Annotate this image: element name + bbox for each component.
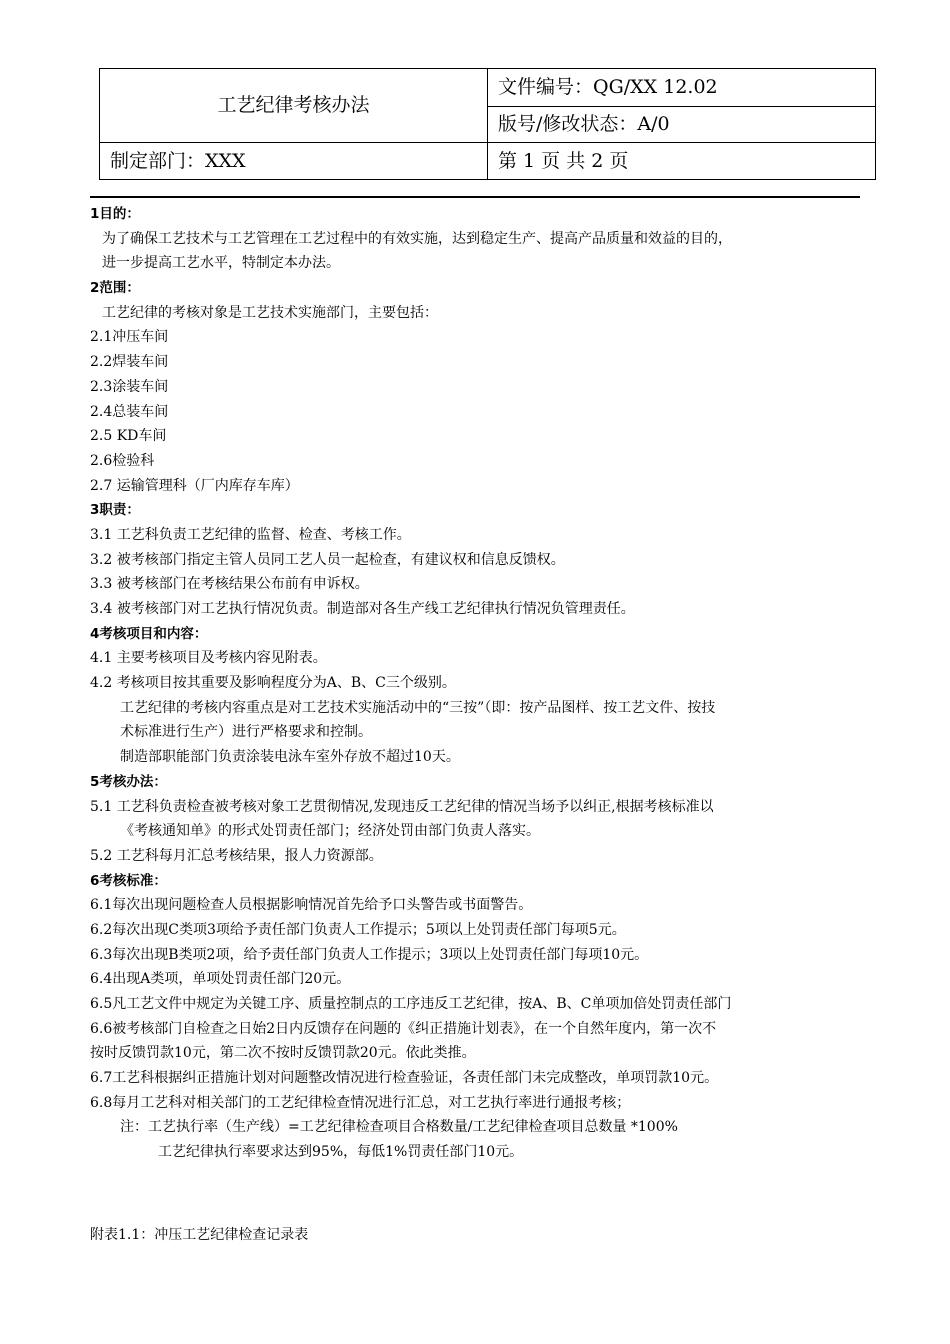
paragraph-line: 按时反馈罚款10元，第二次不按时反馈罚款20元。依此类推。 [90, 1045, 476, 1062]
list-item: 2.2焊装车间 [90, 354, 169, 371]
paragraph-line: 6.4出现A类项，单项处罚责任部门20元。 [90, 971, 351, 988]
document-body [90, 202, 860, 1165]
paragraph-line: 进一步提高工艺水平，特制定本办法。 [102, 255, 340, 272]
paragraph-line: 6.3每次出现B类项2项，给予责任部门负责人工作提示；3项以上处罚责任部门每项10元。 [90, 946, 649, 963]
paragraph-line: 《考核通知单》的形式处罚责任部门；经济处罚由部门负责人落实。 [120, 823, 540, 840]
appendix-caption: 附表1.1：冲压工艺纪律检查记录表 [90, 1227, 309, 1243]
section-items-title: 4考核项目和内容： [90, 625, 208, 642]
paragraph-line: 工艺纪律的考核对象是工艺技术实施部门，主要包括： [102, 304, 438, 321]
header-divider [90, 196, 860, 198]
list-item: 2.6检验科 [90, 452, 155, 469]
page-info: 第 1 页 共 2 页 [488, 143, 876, 180]
note-line: 注：工艺执行率（生产线）=工艺纪律检查项目合格数量/工艺纪律检查项目总数量 *100% [120, 1119, 678, 1136]
section-criteria-title: 6考核标准： [90, 872, 167, 889]
list-item: 3.2 被考核部门指定主管人员同工艺人员一起检查，有建议权和信息反馈权。 [90, 551, 565, 568]
document-header-table [99, 68, 876, 180]
list-item: 2.5 KD车间 [90, 428, 167, 445]
note-line: 工艺纪律执行率要求达到95%，每低1%罚责任部门10元。 [158, 1144, 524, 1161]
paragraph-line: 制造部职能部门负责涂装电泳车室外存放不超过10天。 [120, 749, 460, 766]
list-item: 3.4 被考核部门对工艺执行情况负责。制造部对各生产线工艺纪律执行情况负管理责任。 [90, 601, 635, 617]
section-scope-title: 2范围： [90, 280, 140, 297]
paragraph-line: 4.2 考核项目按其重要及影响程度分为A、B、C三个级别。 [90, 675, 456, 692]
paragraph-line: 5.1 工艺科负责检查被考核对象工艺贯彻情况,发现违反工艺纪律的情况当场予以纠正,根据考核标准以 [90, 798, 714, 815]
paragraph-line: 6.1每次出现问题检查人员根据影响情况首先给予口头警告或书面警告。 [90, 897, 533, 914]
document-title: 工艺纪律考核办法 [100, 69, 488, 143]
paragraph-line: 5.2 工艺科每月汇总考核结果，报人力资源部。 [90, 847, 383, 864]
list-item: 3.3 被考核部门在考核结果公布前有申诉权。 [90, 576, 369, 593]
list-item: 2.3涂装车间 [90, 378, 169, 395]
version-status: 版号/修改状态：A/0 [488, 107, 876, 143]
list-item: 2.1冲压车间 [90, 329, 169, 346]
issuing-department: 制定部门：XXX [100, 143, 488, 180]
paragraph-line: 4.1 主要考核项目及考核内容见附表。 [90, 650, 327, 667]
paragraph-line: 为了确保工艺技术与工艺管理在工艺过程中的有效实施，达到稳定生产、提高产品质量和效益的目的， [102, 230, 732, 247]
paragraph-line: 6.6被考核部门自检查之日始2日内反馈存在问题的《纠正措施计划表》，在一个自然年度内，第一次不 [90, 1020, 717, 1037]
paragraph-line: 术标准进行生产）进行严格要求和控制。 [120, 724, 372, 741]
section-duties-title: 3职责： [90, 502, 140, 519]
list-item: 2.4总装车间 [90, 403, 169, 420]
paragraph-line: 6.2每次出现C类项3项给予责任部门负责人工作提示；5项以上处罚责任部门每项5元。 [90, 921, 626, 938]
document-number: 文件编号：QG/XX 12.02 [488, 69, 876, 107]
list-item: 3.1 工艺科负责工艺纪律的监督、检查、考核工作。 [90, 526, 411, 543]
paragraph-line: 6.7工艺科根据纠正措施计划对问题整改情况进行检查验证，各责任部门未完成整改，单项罚款10元。 [90, 1070, 719, 1087]
list-item: 2.7 运输管理科（厂内库存车库） [90, 477, 299, 494]
section-method-title: 5考核办法： [90, 773, 167, 790]
paragraph-line: 6.5凡工艺文件中规定为关键工序、质量控制点的工序违反工艺纪律，按A、B、C单项加倍处罚责任部门 [90, 996, 732, 1012]
paragraph-line: 工艺纪律的考核内容重点是对工艺技术实施活动中的“三按”（即：按产品图样、按工艺文件、按技 [120, 699, 716, 716]
paragraph-line: 6.8每月工艺科对相关部门的工艺纪律检查情况进行汇总，对工艺执行率进行通报考核； [90, 1094, 631, 1111]
section-purpose-title: 1目的： [90, 206, 140, 222]
